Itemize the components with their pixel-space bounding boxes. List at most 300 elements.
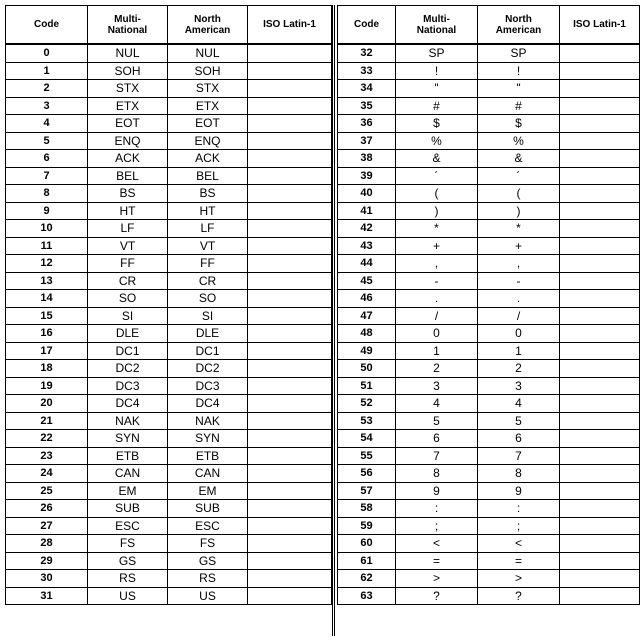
cell-code: 33 <box>338 62 396 80</box>
cell-north-american: CR <box>168 272 248 290</box>
cell-multinational: CAN <box>88 465 168 483</box>
cell-multinational: 9 <box>396 482 478 500</box>
cell-multinational: SUB <box>88 500 168 518</box>
table-row <box>6 342 332 360</box>
cell-north-american: STX <box>168 80 248 98</box>
cell-iso-latin-1 <box>560 517 640 535</box>
cell-north-american: & <box>478 150 560 168</box>
cell-iso-latin-1 <box>560 395 640 413</box>
cell-iso-latin-1 <box>560 412 640 430</box>
cell-iso-latin-1 <box>560 255 640 273</box>
table-row <box>6 360 332 378</box>
cell-code: 24 <box>6 465 88 483</box>
cell-multinational: EOT <box>88 115 168 133</box>
cell-iso-latin-1 <box>248 307 332 325</box>
cell-north-american: DLE <box>168 325 248 343</box>
cell-multinational: NUL <box>88 44 168 62</box>
cell-code: 60 <box>338 535 396 553</box>
cell-code: 35 <box>338 97 396 115</box>
cell-code: 46 <box>338 290 396 308</box>
cell-multinational: ! <box>396 62 478 80</box>
cell-north-american: 4 <box>478 395 560 413</box>
cell-multinational: # <box>396 97 478 115</box>
cell-iso-latin-1 <box>560 132 640 150</box>
cell-north-american: ETX <box>168 97 248 115</box>
cell-code: 3 <box>6 97 88 115</box>
cell-north-american: HT <box>168 202 248 220</box>
cell-code: 32 <box>338 44 396 62</box>
cell-iso-latin-1 <box>560 237 640 255</box>
cell-iso-latin-1 <box>248 44 332 62</box>
cell-multinational: $ <box>396 115 478 133</box>
cell-north-american: ESC <box>168 517 248 535</box>
cell-north-american: SO <box>168 290 248 308</box>
table-row <box>6 185 332 203</box>
cell-multinational: HT <box>88 202 168 220</box>
cell-multinational: ( <box>396 185 478 203</box>
cell-iso-latin-1 <box>560 80 640 98</box>
header-code: Code <box>6 6 88 45</box>
cell-north-american: BEL <box>168 167 248 185</box>
table-row <box>338 255 640 273</box>
table-row <box>338 587 640 605</box>
cell-north-american: ! <box>478 62 560 80</box>
cell-iso-latin-1 <box>560 202 640 220</box>
table-row <box>338 517 640 535</box>
cell-code: 53 <box>338 412 396 430</box>
cell-multinational: = <box>396 552 478 570</box>
cell-iso-latin-1 <box>248 465 332 483</box>
cell-iso-latin-1 <box>248 412 332 430</box>
cell-north-american: ? <box>478 587 560 605</box>
cell-code: 49 <box>338 342 396 360</box>
table-row <box>6 517 332 535</box>
table-row <box>338 167 640 185</box>
cell-iso-latin-1 <box>248 272 332 290</box>
cell-code: 62 <box>338 570 396 588</box>
table-row <box>6 237 332 255</box>
cell-north-american: EOT <box>168 115 248 133</box>
cell-iso-latin-1 <box>560 465 640 483</box>
cell-multinational: " <box>396 80 478 98</box>
cell-north-american: DC1 <box>168 342 248 360</box>
header-north-american: North American <box>478 6 560 45</box>
cell-code: 59 <box>338 517 396 535</box>
header-iso-latin-1: ISO Latin-1 <box>560 6 640 45</box>
cell-north-american: # <box>478 97 560 115</box>
cell-multinational: EM <box>88 482 168 500</box>
left-table-body <box>6 44 332 605</box>
cell-iso-latin-1 <box>248 150 332 168</box>
table-row <box>6 587 332 605</box>
cell-iso-latin-1 <box>248 552 332 570</box>
cell-north-american: RS <box>168 570 248 588</box>
cell-multinational: + <box>396 237 478 255</box>
cell-code: 58 <box>338 500 396 518</box>
table-row <box>6 255 332 273</box>
cell-iso-latin-1 <box>248 237 332 255</box>
cell-multinational: ´ <box>396 167 478 185</box>
table-row <box>6 430 332 448</box>
cell-code: 8 <box>6 185 88 203</box>
right-code-table <box>337 5 640 605</box>
table-row <box>338 395 640 413</box>
table-row <box>6 62 332 80</box>
cell-iso-latin-1 <box>560 220 640 238</box>
cell-multinational: BEL <box>88 167 168 185</box>
cell-code: 55 <box>338 447 396 465</box>
cell-multinational: 5 <box>396 412 478 430</box>
cell-code: 27 <box>6 517 88 535</box>
table-row <box>338 62 640 80</box>
cell-iso-latin-1 <box>248 132 332 150</box>
cell-iso-latin-1 <box>248 482 332 500</box>
cell-iso-latin-1 <box>560 482 640 500</box>
cell-north-american: SUB <box>168 500 248 518</box>
cell-multinational: VT <box>88 237 168 255</box>
cell-multinational: ETX <box>88 97 168 115</box>
cell-code: 45 <box>338 272 396 290</box>
table-row <box>338 360 640 378</box>
cell-iso-latin-1 <box>248 395 332 413</box>
cell-code: 25 <box>6 482 88 500</box>
table-row <box>6 570 332 588</box>
cell-multinational: , <box>396 255 478 273</box>
cell-multinational: GS <box>88 552 168 570</box>
cell-multinational: BS <box>88 185 168 203</box>
cell-iso-latin-1 <box>560 97 640 115</box>
header-north-american: North American <box>168 6 248 45</box>
cell-code: 63 <box>338 587 396 605</box>
cell-iso-latin-1 <box>248 500 332 518</box>
cell-code: 5 <box>6 132 88 150</box>
cell-iso-latin-1 <box>248 290 332 308</box>
cell-north-american: SI <box>168 307 248 325</box>
cell-north-american: CAN <box>168 465 248 483</box>
table-row <box>338 272 640 290</box>
cell-multinational: ETB <box>88 447 168 465</box>
cell-north-american: > <box>478 570 560 588</box>
cell-code: 50 <box>338 360 396 378</box>
cell-multinational: * <box>396 220 478 238</box>
cell-code: 43 <box>338 237 396 255</box>
table-row <box>6 220 332 238</box>
cell-north-american: $ <box>478 115 560 133</box>
cell-north-american: ACK <box>168 150 248 168</box>
cell-north-american: 5 <box>478 412 560 430</box>
table-row <box>338 377 640 395</box>
cell-north-american: ( <box>478 185 560 203</box>
table-row <box>338 447 640 465</box>
cell-multinational: > <box>396 570 478 588</box>
cell-multinational: FF <box>88 255 168 273</box>
cell-code: 39 <box>338 167 396 185</box>
cell-code: 15 <box>6 307 88 325</box>
table-row <box>338 325 640 343</box>
table-row <box>338 412 640 430</box>
cell-north-american: 0 <box>478 325 560 343</box>
cell-multinational: SOH <box>88 62 168 80</box>
cell-iso-latin-1 <box>248 570 332 588</box>
header-multinational: Multi- National <box>396 6 478 45</box>
cell-north-american: NUL <box>168 44 248 62</box>
table-row <box>338 185 640 203</box>
cell-multinational: 6 <box>396 430 478 448</box>
cell-multinational: FS <box>88 535 168 553</box>
cell-north-american: 9 <box>478 482 560 500</box>
cell-iso-latin-1 <box>248 80 332 98</box>
table-row <box>6 80 332 98</box>
cell-iso-latin-1 <box>560 150 640 168</box>
cell-iso-latin-1 <box>560 115 640 133</box>
cell-code: 10 <box>6 220 88 238</box>
cell-code: 11 <box>6 237 88 255</box>
cell-code: 30 <box>6 570 88 588</box>
cell-code: 0 <box>6 44 88 62</box>
cell-code: 14 <box>6 290 88 308</box>
cell-north-american: 8 <box>478 465 560 483</box>
cell-north-american: SYN <box>168 430 248 448</box>
cell-north-american: + <box>478 237 560 255</box>
cell-iso-latin-1 <box>248 430 332 448</box>
table-row <box>6 447 332 465</box>
cell-north-american: ; <box>478 517 560 535</box>
header-iso-latin-1: ISO Latin-1 <box>248 6 332 45</box>
cell-code: 56 <box>338 465 396 483</box>
table-row <box>6 377 332 395</box>
table-row <box>6 167 332 185</box>
cell-multinational: 4 <box>396 395 478 413</box>
cell-multinational: SO <box>88 290 168 308</box>
cell-iso-latin-1 <box>248 255 332 273</box>
cell-code: 7 <box>6 167 88 185</box>
cell-iso-latin-1 <box>248 447 332 465</box>
cell-code: 40 <box>338 185 396 203</box>
table-row <box>338 44 640 62</box>
cell-north-american: = <box>478 552 560 570</box>
cell-multinational: ? <box>396 587 478 605</box>
cell-north-american: : <box>478 500 560 518</box>
cell-code: 31 <box>6 587 88 605</box>
cell-iso-latin-1 <box>248 342 332 360</box>
cell-multinational: NAK <box>88 412 168 430</box>
cell-code: 2 <box>6 80 88 98</box>
cell-iso-latin-1 <box>560 342 640 360</box>
cell-iso-latin-1 <box>560 167 640 185</box>
cell-north-american: SP <box>478 44 560 62</box>
table-row <box>338 535 640 553</box>
cell-iso-latin-1 <box>560 447 640 465</box>
cell-code: 26 <box>6 500 88 518</box>
table-row <box>6 115 332 133</box>
cell-iso-latin-1 <box>248 325 332 343</box>
cell-north-american: GS <box>168 552 248 570</box>
cell-multinational: SYN <box>88 430 168 448</box>
cell-iso-latin-1 <box>560 290 640 308</box>
table-row <box>6 307 332 325</box>
table-row <box>6 552 332 570</box>
cell-code: 20 <box>6 395 88 413</box>
cell-code: 42 <box>338 220 396 238</box>
table-row <box>338 150 640 168</box>
cell-code: 34 <box>338 80 396 98</box>
cell-iso-latin-1 <box>248 377 332 395</box>
cell-multinational: DLE <box>88 325 168 343</box>
cell-multinational: DC4 <box>88 395 168 413</box>
cell-code: 19 <box>6 377 88 395</box>
cell-multinational: SP <box>396 44 478 62</box>
cell-code: 54 <box>338 430 396 448</box>
table-row <box>6 97 332 115</box>
cell-north-american: 1 <box>478 342 560 360</box>
table-row <box>338 570 640 588</box>
cell-code: 23 <box>6 447 88 465</box>
table-row <box>338 482 640 500</box>
cell-north-american: - <box>478 272 560 290</box>
cell-iso-latin-1 <box>248 220 332 238</box>
cell-iso-latin-1 <box>248 202 332 220</box>
cell-north-american: NAK <box>168 412 248 430</box>
cell-code: 36 <box>338 115 396 133</box>
cell-code: 37 <box>338 132 396 150</box>
cell-iso-latin-1 <box>560 535 640 553</box>
cell-north-american: FS <box>168 535 248 553</box>
table-row <box>6 482 332 500</box>
cell-iso-latin-1 <box>560 570 640 588</box>
cell-north-american: BS <box>168 185 248 203</box>
table-row <box>338 307 640 325</box>
cell-multinational: 2 <box>396 360 478 378</box>
cell-multinational: SI <box>88 307 168 325</box>
table-row <box>338 80 640 98</box>
table-row <box>338 115 640 133</box>
table-row <box>338 430 640 448</box>
cell-north-american: VT <box>168 237 248 255</box>
cell-multinational: & <box>396 150 478 168</box>
table-row <box>338 465 640 483</box>
cell-multinational: ACK <box>88 150 168 168</box>
table-row <box>6 150 332 168</box>
cell-multinational: / <box>396 307 478 325</box>
cell-multinational: 3 <box>396 377 478 395</box>
cell-iso-latin-1 <box>560 185 640 203</box>
table-row <box>338 290 640 308</box>
cell-north-american: DC4 <box>168 395 248 413</box>
cell-multinational: 7 <box>396 447 478 465</box>
cell-code: 22 <box>6 430 88 448</box>
table-row <box>6 412 332 430</box>
cell-code: 38 <box>338 150 396 168</box>
cell-north-american: , <box>478 255 560 273</box>
cell-north-american: / <box>478 307 560 325</box>
cell-multinational: - <box>396 272 478 290</box>
table-row <box>338 342 640 360</box>
cell-code: 57 <box>338 482 396 500</box>
cell-code: 44 <box>338 255 396 273</box>
table-row <box>338 220 640 238</box>
cell-multinational: RS <box>88 570 168 588</box>
cell-north-american: DC3 <box>168 377 248 395</box>
table-row <box>6 395 332 413</box>
cell-code: 9 <box>6 202 88 220</box>
cell-iso-latin-1 <box>560 307 640 325</box>
cell-multinational: 1 <box>396 342 478 360</box>
cell-iso-latin-1 <box>248 185 332 203</box>
left-code-table <box>5 5 332 605</box>
table-row <box>6 202 332 220</box>
cell-iso-latin-1 <box>560 62 640 80</box>
cell-iso-latin-1 <box>248 167 332 185</box>
cell-multinational: : <box>396 500 478 518</box>
table-row <box>6 465 332 483</box>
cell-north-american: 6 <box>478 430 560 448</box>
cell-code: 48 <box>338 325 396 343</box>
cell-north-american: % <box>478 132 560 150</box>
cell-iso-latin-1 <box>560 325 640 343</box>
cell-iso-latin-1 <box>248 587 332 605</box>
cell-iso-latin-1 <box>560 430 640 448</box>
cell-iso-latin-1 <box>248 97 332 115</box>
table-row <box>338 202 640 220</box>
cell-iso-latin-1 <box>248 115 332 133</box>
cell-multinational: STX <box>88 80 168 98</box>
cell-north-american: LF <box>168 220 248 238</box>
cell-north-american: ETB <box>168 447 248 465</box>
cell-multinational: < <box>396 535 478 553</box>
cell-multinational: DC3 <box>88 377 168 395</box>
cell-code: 47 <box>338 307 396 325</box>
cell-code: 13 <box>6 272 88 290</box>
cell-iso-latin-1 <box>248 62 332 80</box>
cell-north-american: 2 <box>478 360 560 378</box>
table-row <box>338 552 640 570</box>
cell-multinational: 8 <box>396 465 478 483</box>
table-row <box>338 237 640 255</box>
cell-north-american: EM <box>168 482 248 500</box>
cell-iso-latin-1 <box>248 535 332 553</box>
cell-code: 29 <box>6 552 88 570</box>
cell-multinational: DC1 <box>88 342 168 360</box>
cell-code: 12 <box>6 255 88 273</box>
cell-multinational: LF <box>88 220 168 238</box>
table-row <box>6 535 332 553</box>
cell-iso-latin-1 <box>560 44 640 62</box>
cell-north-american: < <box>478 535 560 553</box>
cell-iso-latin-1 <box>248 360 332 378</box>
cell-iso-latin-1 <box>560 377 640 395</box>
cell-code: 1 <box>6 62 88 80</box>
table-divider <box>332 5 335 636</box>
cell-north-american: US <box>168 587 248 605</box>
cell-north-american: " <box>478 80 560 98</box>
cell-north-american: 3 <box>478 377 560 395</box>
cell-north-american: SOH <box>168 62 248 80</box>
cell-north-american: FF <box>168 255 248 273</box>
table-row <box>338 97 640 115</box>
cell-multinational: ) <box>396 202 478 220</box>
cell-iso-latin-1 <box>560 552 640 570</box>
table-row <box>6 132 332 150</box>
table-row <box>6 272 332 290</box>
cell-multinational: 0 <box>396 325 478 343</box>
cell-code: 17 <box>6 342 88 360</box>
cell-north-american: * <box>478 220 560 238</box>
cell-code: 18 <box>6 360 88 378</box>
table-row <box>338 132 640 150</box>
cell-code: 51 <box>338 377 396 395</box>
right-table-body <box>338 44 640 605</box>
cell-code: 61 <box>338 552 396 570</box>
